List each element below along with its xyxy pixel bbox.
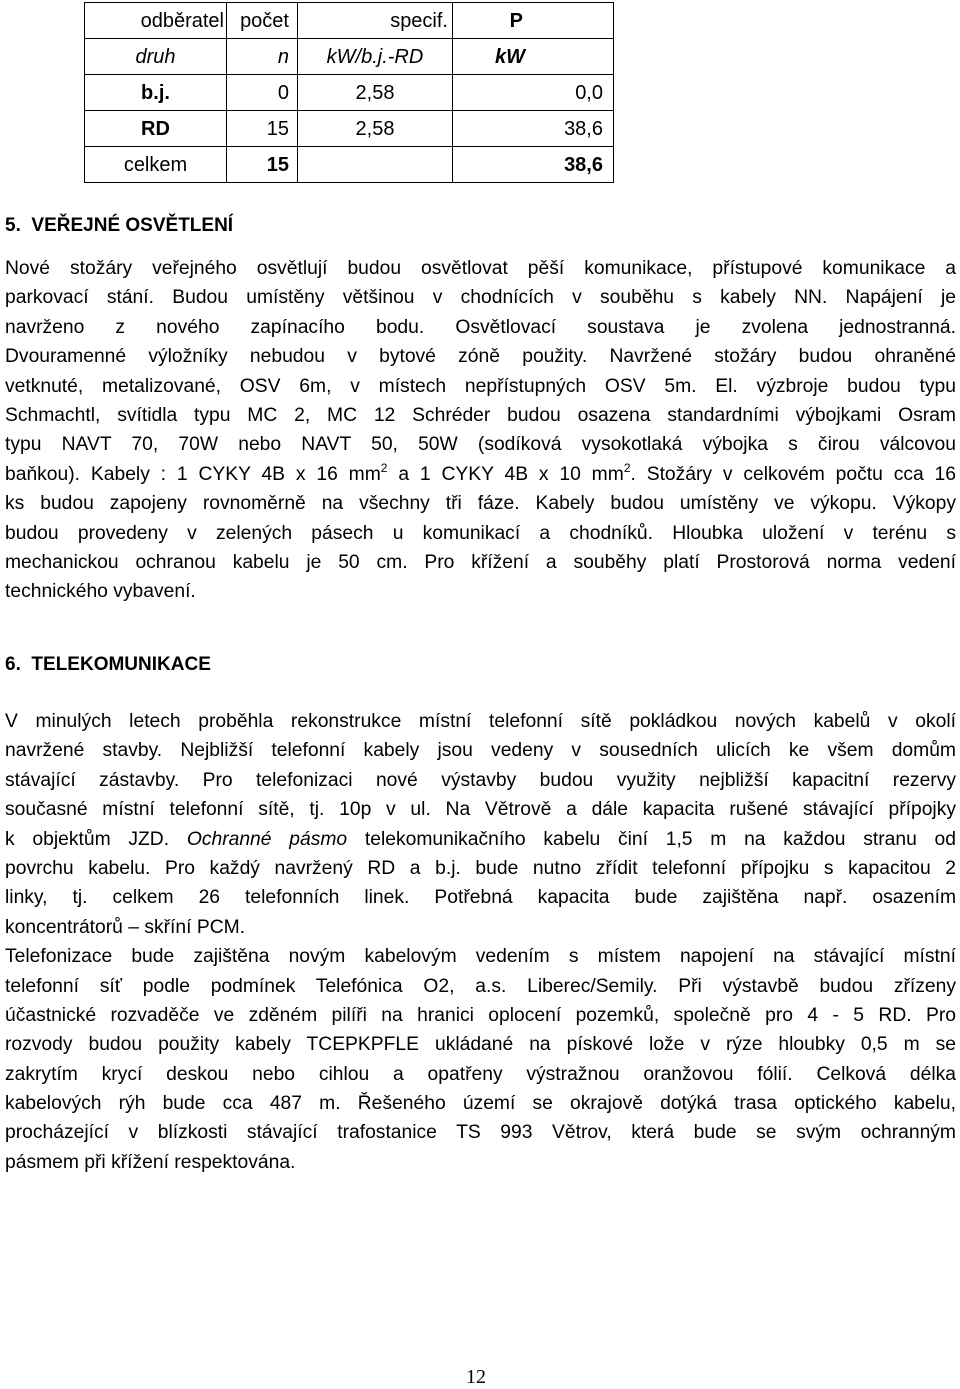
section5-paragraph [5,254,956,607]
text-line: zakrytím krycí deskou nebo cihlou a opatřeny výstražnou oranžovou fólií. Celková délka [5,1063,956,1085]
table-cell: 0 [227,75,298,111]
table-header-cell: kW/b.j.-RD [298,39,453,75]
italic-phrase: Ochranné pásmo [186,828,348,850]
text-line: Telefonizace bude zajištěna novým kabelovým vedením s místem napojení na stávající místní [5,946,956,968]
text-line: Nové stožáry veřejného osvětlují budou osvětlovat pěší komunikace, přístupové komunikace a [5,258,956,279]
text-line: budou provedeny v zelených pásech u komunikací a chodníků. Hloubka uložení v terénu s [5,522,956,544]
table-cell: RD [85,111,227,147]
table-header-cell: specif. [298,3,453,39]
table-cell: 38,6 [453,111,614,147]
table-header-cell: odběratel [85,3,227,39]
table-header-cell: kW [453,39,614,75]
superscript: 2 [380,460,388,475]
table-cell: 0,0 [453,75,614,111]
table-header-cell: n [227,39,298,75]
table-header-cell: P [453,3,614,39]
section-title: VEŘEJNÉ OSVĚTLENÍ [31,215,234,236]
section-heading [5,654,211,676]
text-run: telekomunikačního kabelu činí 1,5 m na každou stranu od [347,828,956,850]
text-line: rozvody budou použity kabely TCEPKPFLE ukládané na pískové lože v rýze hloubky 0,5 m se [5,1034,956,1056]
text-line: současné místní telefonní sítě, tj. 10p v ul. Na Větrově a dále kapacita rušené stávající přípojky [5,799,956,821]
text-line: V minulých letech proběhla rekonstrukce místní telefonní sítě pokládkou nových kabelů v okolí [5,711,956,732]
text-line: účastnické rozvaděče ve zděném pilíři na hranici oplocení pozemků, společně pro 4 - 5 RD. Pro [5,1004,956,1026]
text-run: k objektům JZD. [5,828,170,850]
text-line: Schmachtl, svítidla typu MC 2, MC 12 Schréder budou osazena standardními výbojkami Osram [5,404,956,426]
text-line: koncentrátorů – skříní PCM. [5,916,246,938]
text-line: ks budou zapojeny rovnoměrně na všechny tři fáze. Kabely budou umístěny ve výkopu. Výkopy [5,493,956,515]
table-cell: 38,6 [453,147,614,183]
text-line: navržené stavby. Nejbližší telefonní kabely jsou vedeny v sousedních ulicích ke všem domům [5,740,956,762]
table-header-cell: počet [227,3,298,39]
page-number: 12 [466,1366,486,1388]
load-table [84,2,614,183]
text-run: a 1 CYKY 4B x 10 mm [387,463,624,485]
text-run: . Stožáry v celkovém počtu cca 16 [630,463,956,485]
text-run: baňkou). Kabely : 1 CYKY 4B x 16 mm [5,463,381,485]
text-line [5,460,956,489]
table-header-cell: druh [85,39,227,75]
text-line: navrženo z nového zapínacího bodu. Osvětlovací soustava je zvolena jednostranná. [5,316,956,338]
table-cell: 15 [227,147,298,183]
text-line: Dvouramenné výložníky nebudou v bytové zóně použity. Navržené stožáry budou ohraněné [5,346,956,368]
table-cell: celkem [85,147,227,183]
text-line: mechanickou ochranou kabelu je 50 cm. Pro křížení a souběhy platí Prostorová norma vedení [5,551,956,573]
superscript: 2 [623,460,631,475]
table-cell: 2,58 [298,75,453,111]
section-number: 5. [5,215,21,236]
table-cell: 2,58 [298,111,453,147]
section-title: TELEKOMUNIKACE [31,654,211,675]
section-heading [5,215,233,237]
text-line: pásmem při křížení respektována. [5,1151,296,1173]
table-total-row [85,147,614,183]
text-line: povrchu kabelu. Pro každý navržený RD a b.j. bude nutno zřídit telefonní přípojku s kapacitou 2 [5,857,956,879]
text-line: technického vybavení. [5,581,196,603]
text-line: typu NAVT 70, 70W nebo NAVT 50, 50W (sodíková vysokotlaká výbojka s čirou válcovou [5,434,956,456]
text-line: kabelových rýh bude cca 487 m. Řešeného území se okrajově dotýká trasa optického kabelu, [5,1093,956,1115]
table-cell [298,147,453,183]
table-row [85,111,614,147]
table-cell: 15 [227,111,298,147]
text-line: linky, tj. celkem 26 telefonních linek. Potřebná kapacita bude zajištěna např. osazením [5,887,956,909]
text-line: vetknuté, metalizované, OSV 6m, v místech nepřístupných OSV 5m. El. výzbroje budou typu [5,375,956,397]
section-number: 6. [5,654,21,675]
table-cell: b.j. [85,75,227,111]
section6-paragraph [5,707,956,1177]
table-header-row [85,39,614,75]
text-line: telefonní síť podle podmínek Telefónica O2, a.s. Liberec/Semily. Při výstavbě budou zřízeny [5,975,956,997]
text-line: procházející v blízkosti stávající trafostanice TS 993 Větrov, která bude se svým ochranným [5,1122,956,1144]
table-row [85,75,614,111]
text-line: stávající zástavby. Pro telefonizaci nové výstavby budou využity nejbližší kapacitní rezervy [5,769,956,791]
text-line: parkovací stání. Budou umístěny většinou v chodnících v souběhu s kabely NN. Napájení je [5,287,956,309]
table-header-row [85,3,614,39]
text-line [5,825,956,854]
